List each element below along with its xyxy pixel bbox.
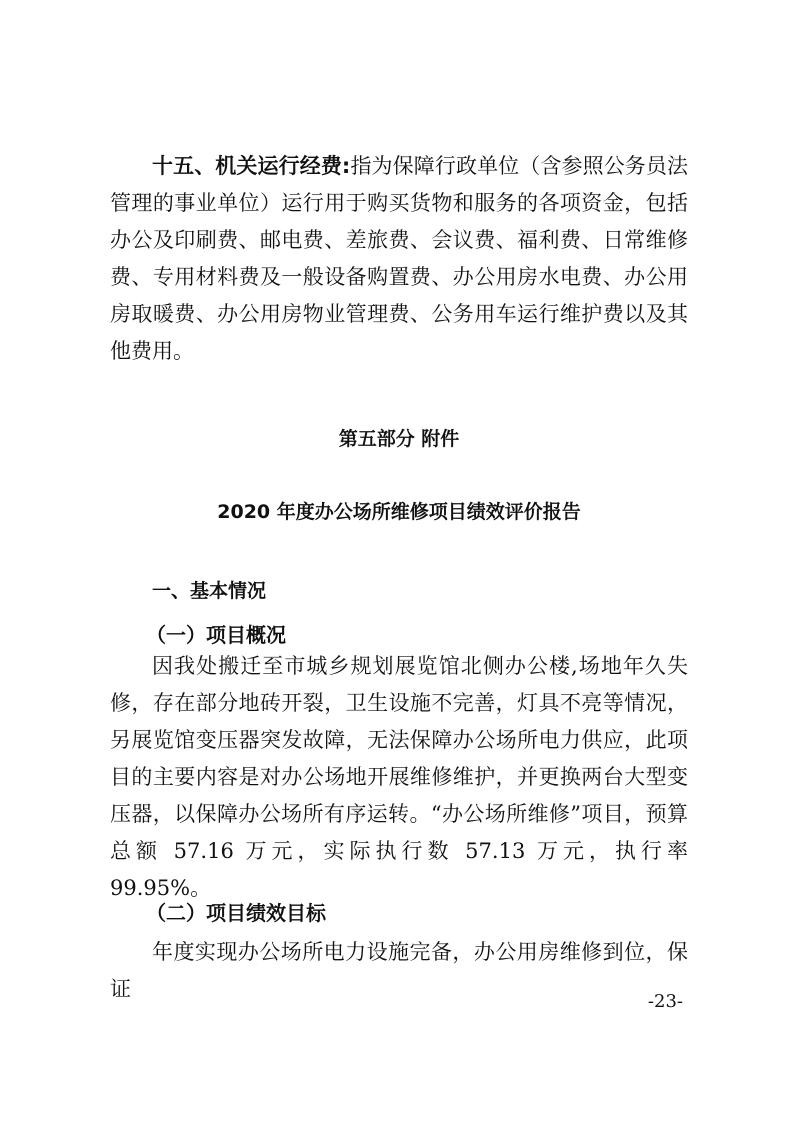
- goals-paragraph: 年度实现办公场所电力设施完备，办公用房维修到位，保证: [110, 940, 688, 1001]
- part-heading: 第五部分 附件: [338, 428, 460, 450]
- definition-paragraph: [110, 148, 688, 370]
- section-title-basic-info: 一、基本情况: [152, 580, 267, 602]
- subsection-title-overview: （一）项目概况: [146, 623, 286, 647]
- page-number: -23-: [647, 991, 683, 1012]
- overview-paragraph: 因我处搬迁至市城乡规划展览馆北侧办公楼,场地年久失修，存在部分地砖开裂，卫生设施不完善，灯具不亮等情况，另展览馆变压器突发故障，无法保障办公场所电力供应，此项目的主要内容是对办公场地开展维修维护，并更换两台大型变压器，以保障办公场所有序运转。“办公场所维修”项目，预算总额 57.16 万元，实际执行数 57.13 万元，执行率 99.95%。: [110, 654, 688, 900]
- subsection-title-goals: （二）项目绩效目标: [146, 901, 326, 925]
- report-title: 2020 年度办公场所维修项目绩效评价报告: [217, 501, 581, 523]
- definition-term: 十五、机关运行经费:: [152, 154, 351, 178]
- definition-text: 指为保障行政单位（含参照公务员法管理的事业单位）运行用于购买货物和服务的各项资金，包括办公及印刷费、邮电费、差旅费、会议费、福利费、日常维修费、专用材料费及一般设备购置费、办公用房水电费、办公用房取暖费、办公用房物业管理费、公务用车运行维护费以及其他费用。: [110, 154, 689, 363]
